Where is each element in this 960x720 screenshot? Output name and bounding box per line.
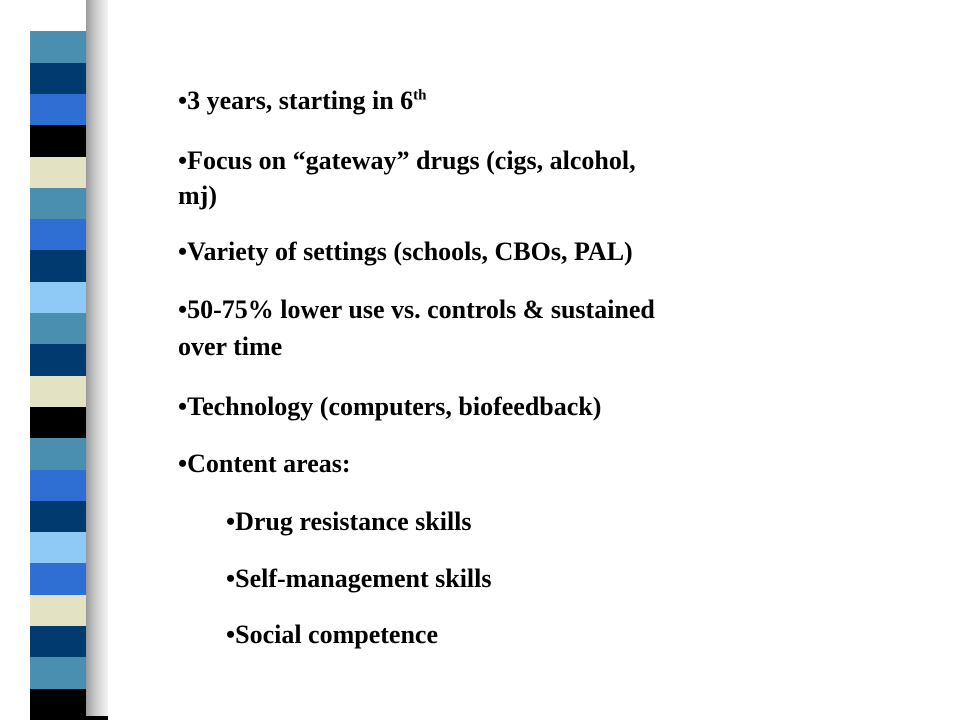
sub-bullet-self-management: •Self-management skills (226, 564, 492, 593)
bullet-item-content-areas: •Content areas: (178, 449, 351, 478)
bullet-item-focus-line1: •Focus on “gateway” drugs (cigs, alcohol, (178, 146, 636, 175)
sub-bullet-drug-resistance: •Drug resistance skills (226, 507, 472, 536)
bullet-item-focus-line2: mj) (178, 181, 217, 210)
sub-bullet-social-competence: •Social competence (226, 620, 438, 649)
bullet-item-duration: •3 years, starting in 6th (178, 86, 427, 115)
bullet-item-settings: •Variety of settings (schools, CBOs, PAL) (178, 237, 633, 266)
bullet-item-results-line1: •50-75% lower use vs. controls & sustained (178, 295, 655, 324)
bullet-item-results-line2: over time (178, 332, 283, 361)
bullet-item-technology: •Technology (computers, biofeedback) (178, 392, 602, 421)
